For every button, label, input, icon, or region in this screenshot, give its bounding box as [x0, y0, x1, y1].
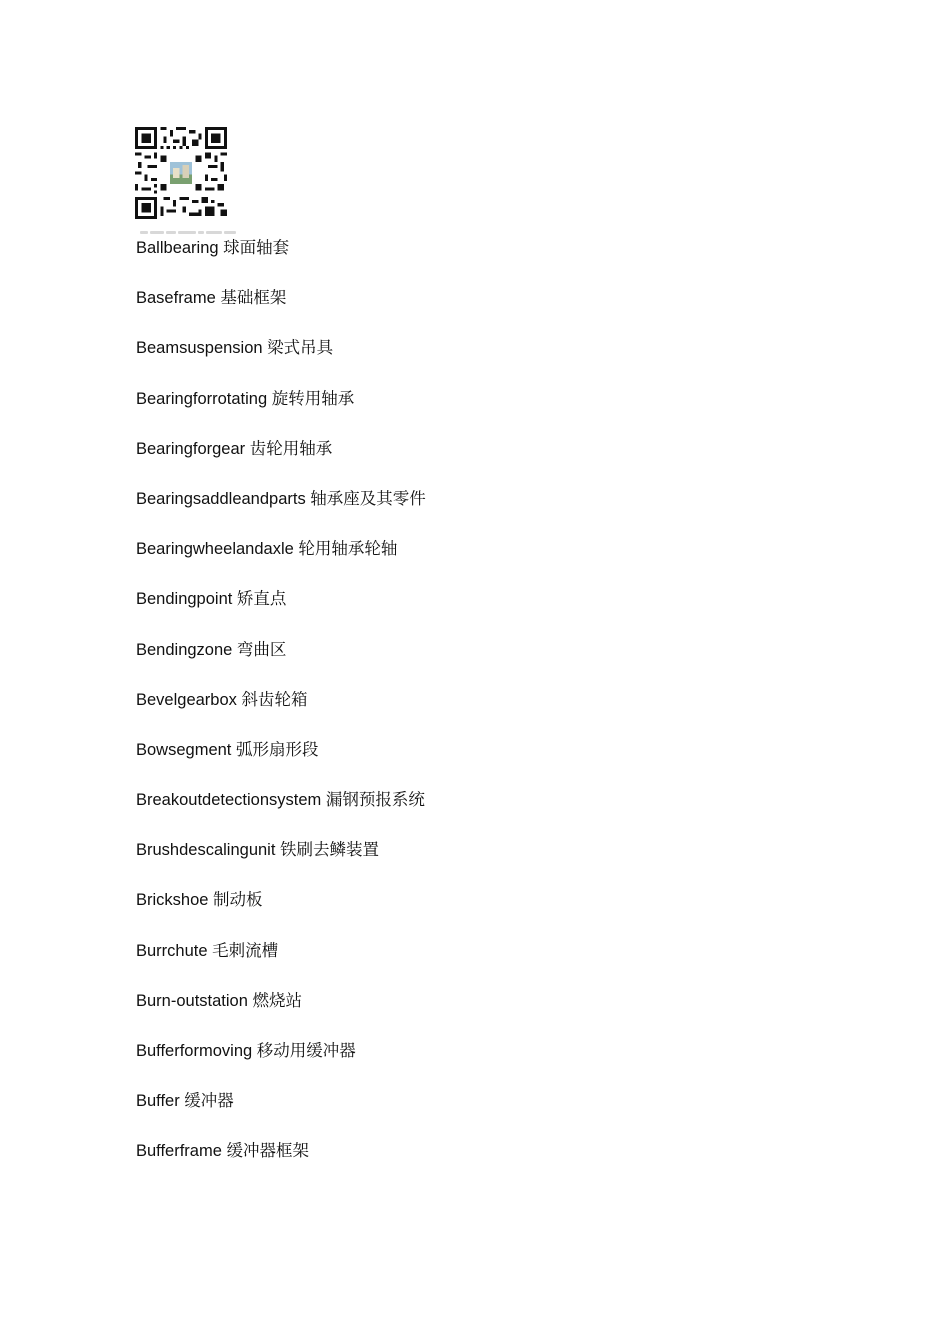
glossary-entry: Burrchute 毛刺流槽	[136, 941, 279, 960]
glossary-entry: Beamsuspension 梁式吊具	[136, 339, 334, 358]
glossary-entry: Brickshoe 制动板	[136, 891, 263, 910]
glossary-entry: Bearingforrotating 旋转用轴承	[136, 389, 355, 408]
glossary-entry: Brushdescalingunit 铁刷去鳞装置	[136, 841, 380, 860]
glossary-list	[136, 237, 426, 1191]
glossary-entry: Bendingzone 弯曲区	[136, 640, 287, 659]
glossary-entry: Bendingpoint 矫直点	[136, 590, 287, 609]
glossary-entry: Bearingforgear 齿轮用轴承	[136, 439, 333, 458]
glossary-entry: Bufferformoving 移动用缓冲器	[136, 1042, 356, 1060]
glossary-entry: Bowsegment 弧形扇形段	[136, 740, 319, 759]
qr-caption	[140, 228, 260, 236]
glossary-entry: Bufferframe 缓冲器框架	[136, 1142, 309, 1161]
glossary-entry: Bearingwheelandaxle 轮用轴承轮轴	[136, 540, 398, 559]
glossary-entry: Ballbearing 球面轴套	[136, 239, 290, 257]
glossary-entry: Buffer 缓冲器	[136, 1092, 234, 1111]
qr-code-icon	[135, 127, 227, 219]
glossary-entry: Breakoutdetectionsystem 漏钢预报系统	[136, 791, 425, 810]
glossary-entry: Bevelgearbox 斜齿轮箱	[136, 690, 308, 709]
glossary-entry: Burn-outstation 燃烧站	[136, 991, 302, 1010]
glossary-entry: Baseframe 基础框架	[136, 289, 287, 308]
glossary-entry: Bearingsaddleandparts 轴承座及其零件	[136, 489, 426, 508]
